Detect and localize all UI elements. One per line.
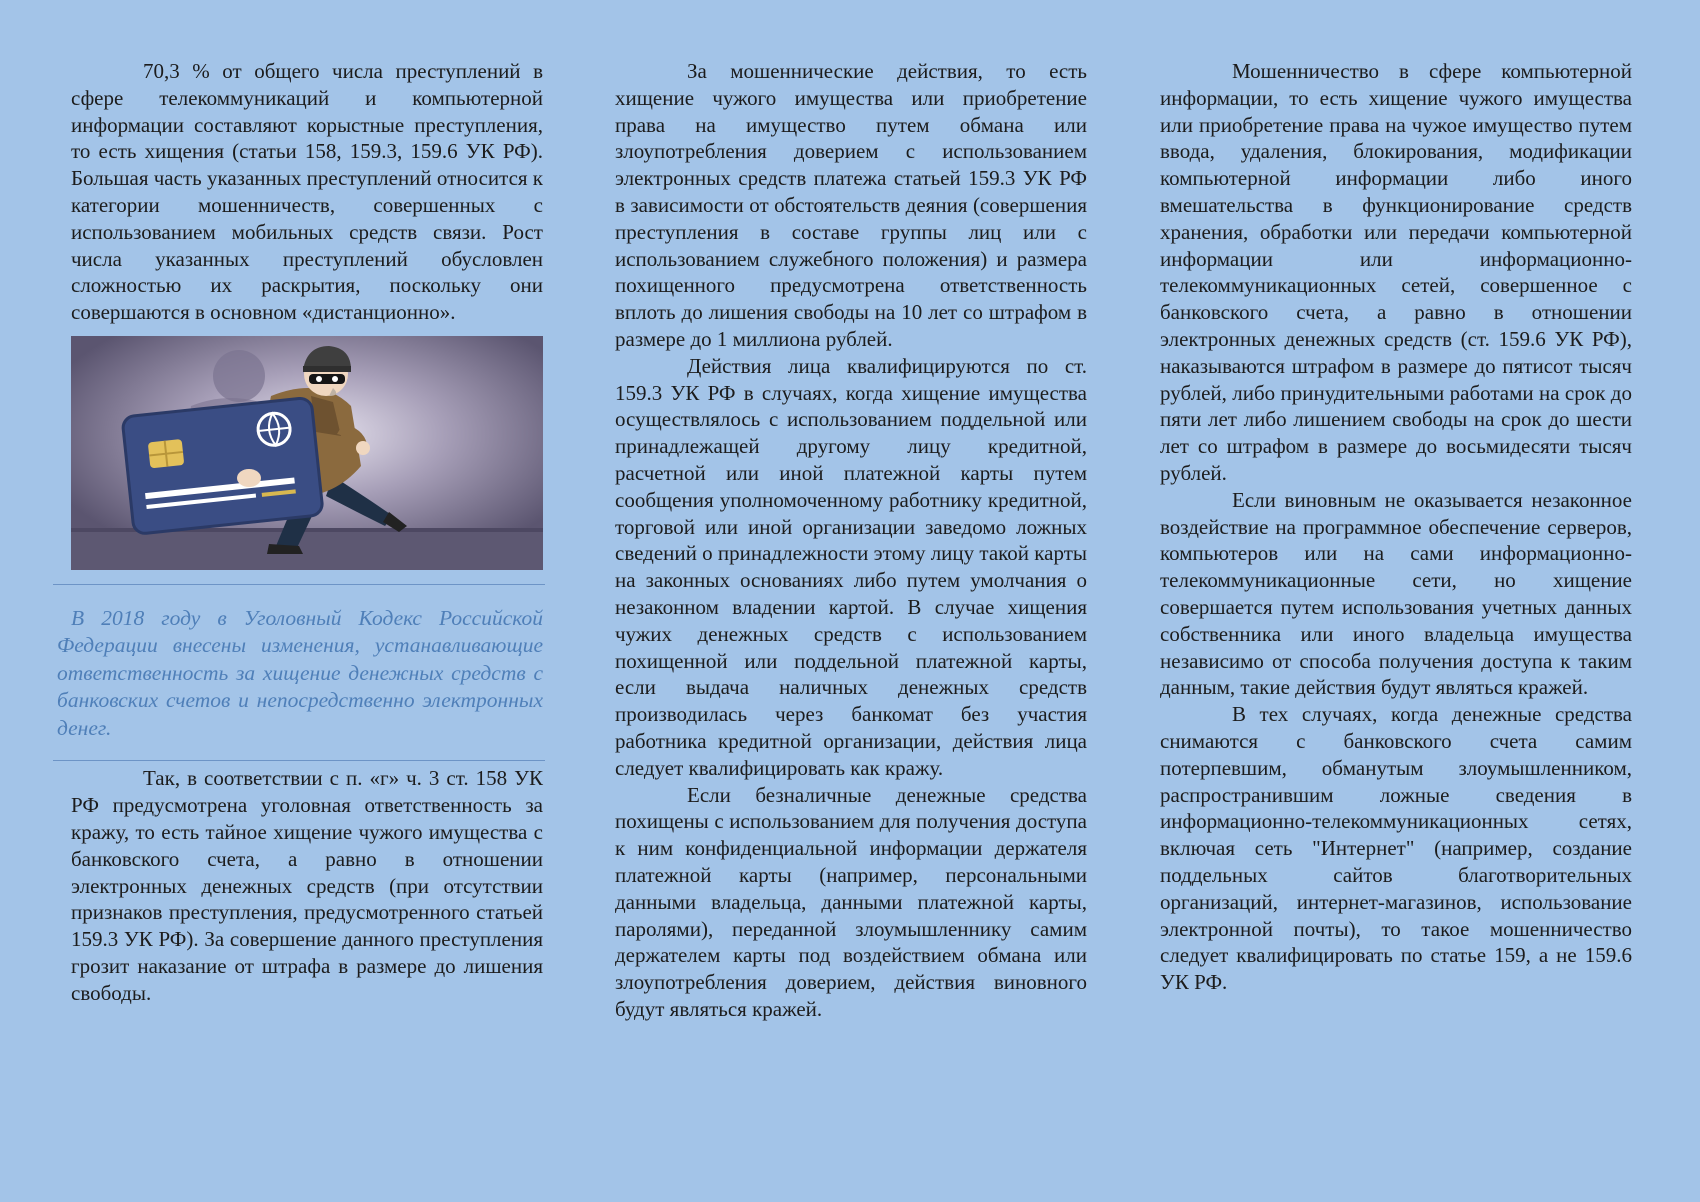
- divider-top: [53, 584, 545, 585]
- cashless-theft-paragraph: Если безналичные денежные средства похищены с использованием для получения доступа к ним конфиденциальной информации держателя платежной карты (например, персональными данными владельца, данными платежной карты, паролями), переданной злоумышленнику самим держателем карты под воздействием обмана или злоупотребления доверием, действия виновного будут являться кражей.: [615, 782, 1087, 1021]
- intro-paragraph: 70,3 % от общего числа преступлений в сфере телекоммуникаций и компьютерной информации составляют корыстные преступления, то есть хищения (статьи 158, 159.3, 159.6 УК РФ). Большая часть указанных преступлений относится к категории мошенничеств, совершенных с использованием мобильных средств связи. Рост числа указанных преступлений обусловлен сложностью их раскрытия, поскольку они совершаются в основном «дистанционно».: [71, 59, 543, 325]
- fraud-paragraph: За мошеннические действия, то есть хищение чужого имущества или приобретение права на имущество путем обмана или злоупотребления доверием с использованием электронных средств платежа статьей 159.3 УК РФ в зависимости от обстоятельств деяния (совершения преступления в составе группы лиц или с использованием служебного положения) и размера похищенного предусмотрена ответственность вплоть до лишения свободы на 10 лет со штрафом в размере до 1 миллиона рублей.: [615, 59, 1087, 351]
- credentials-theft-paragraph: Если виновным не оказывается незаконное воздействие на программное обеспечение серверов, компьютеров или на сами информационно-телекоммуникационные сети, но хищение совершается путем использования учетных данных собственника или иного владельца имущества независимо от способа получения доступа к таким данным, такие действия будут являться кражей.: [1160, 487, 1632, 700]
- article-158-paragraph: Так, в соответствии с п. «г» ч. 3 ст. 158 УК РФ предусмотрена уголовная ответственность за кражу, то есть тайное хищение чужого имущества с банковского счета, а равно в отношении электронных денежных средств (при отсутствии признаков преступления, предусмотренного статьей 159.3 УК РФ). За совершение данного преступления грозит наказание от штрафа в размере до лишения свободы.: [71, 766, 543, 1005]
- divider-bottom: [53, 760, 545, 761]
- thief-with-bank-card-illustration: [71, 336, 543, 570]
- qualification-paragraph: Действия лица квалифицируются по ст. 159.3 УК РФ в случаях, когда хищение имущества осуществлялось с использованием поддельной или принадлежащей другому лицу кредитной, расчетной или иной платежной карты путем сообщения уполномоченному работнику кредитной, торговой или иной организации заведомо ложных сведений о принадлежности этому лицу такой карты на законных основаниях либо путем умолчания о незаконном владении картой. В случае хищения чужих денежных средств с использованием похищенной или поддельной платежной карты, если выдача наличных денежных средств производилась через банкомат без участия работника кредитной организации, действия лица следует квалифицировать как кражу.: [615, 353, 1088, 780]
- column-right: [1160, 58, 1632, 996]
- computer-fraud-paragraph: Мошенничество в сфере компьютерной информации, то есть хищение чужого имущества или приобретение права на чужое имущество путем ввода, удаления, блокирования, модификации компьютерной информации либо иного вмешательства в функционирование средств хранения, обработки или передачи компьютерной информации или информационно-телекоммуникационных сетей, совершенное с банковского счета, а равно в отношении электронных денежных средств (ст. 159.6 УК РФ), наказываются штрафом в размере до пятисот тысяч рублей, либо принудительными работами на срок до пяти лет либо лишением свободы на срок до шести лет со штрафом в размере до восьмидесяти тысяч рублей.: [1160, 59, 1632, 485]
- victim-withdrawal-paragraph: В тех случаях, когда денежные средства снимаются с банковского счета самим потерпевшим, обманутым злоумышленником, распространившим ложные сведения в информационно-телекоммуникационных сетях, включая сеть "Интернет" (например, создание поддельных сайтов благотворительных организаций, интернет-магазинов, использование электронной почты), то такое мошенничество следует квалифицировать по статье 159, а не 159.6 УК РФ.: [1160, 702, 1632, 995]
- column-middle: [615, 58, 1087, 1023]
- highlight-quote: В 2018 году в Уголовный Кодекс Российской Федерации внесены изменения, устанавливающие ответственность за хищение денежных средств с банковских счетов и непосредственно электронных денег.: [57, 605, 543, 740]
- column-left: [57, 58, 543, 1007]
